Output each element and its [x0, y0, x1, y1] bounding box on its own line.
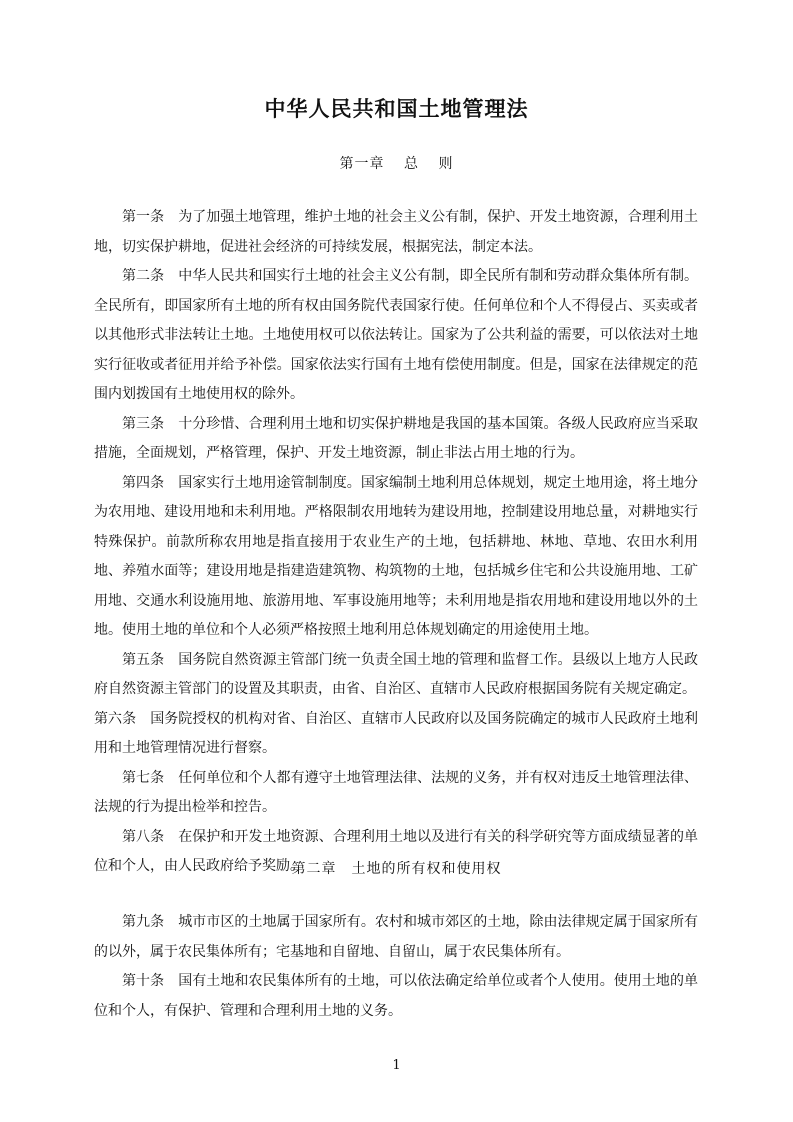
article-4: 第四条 国家实行土地用途管制制度。国家编制土地利用总体规划，规定土地用途，将土地分为农用地、建设用地和未利用地。严格限制农用地转为建设用地，控制建设用地总量，对耕地实行特殊保护。前款所称农用地是指直接用于农业生产的土地，包括耕地、林地、草地、农田水利用地、养殖水面等；建设用地是指建造建筑物、构筑物的土地，包括城乡住宅和公共设施用地、工矿用地、交通水利设施用地、旅游用地、军事设施用地等；未利用地是指农用地和建设用地以外的土地。使用土地的单位和个人必须严格按照土地利用总体规划确定的用途使用土地。 — [94, 474, 698, 638]
article-6: 第六条 国务院授权的机构对省、自治区、直辖市人民政府以及国务院确定的城市人民政府土地利用和土地管理情况进行督察。 — [94, 710, 698, 756]
article-1: 第一条 为了加强土地管理，维护土地的社会主义公有制，保护、开发土地资源，合理利用土地，切实保护耕地，促进社会经济的可持续发展，根据宪法，制定本法。 — [94, 209, 698, 255]
article-9: 第九条 城市市区的土地属于国家所有。农村和城市郊区的土地，除由法律规定属于国家所有的以外，属于农民集体所有；宅基地和自留地、自留山，属于农民集体所有。 — [94, 914, 698, 960]
chapter-heading-1: 第一章 总 则 — [339, 156, 454, 172]
document-title: 中华人民共和国土地管理法 — [264, 97, 529, 121]
article-7: 第七条 任何单位和个人都有遵守土地管理法律、法规的义务，并有权对违反土地管理法律、法规的行为提出检举和控告。 — [94, 769, 698, 815]
article-10: 第十条 国有土地和农民集体所有的土地，可以依法确定给单位或者个人使用。使用土地的单位和个人，有保护、管理和合理利用土地的义务。 — [94, 973, 698, 1019]
article-5: 第五条 国务院自然资源主管部门统一负责全国土地的管理和监督工作。县级以上地方人民政府自然资源主管部门的设置及其职责，由省、自治区、直辖市人民政府根据国务院有关规定确定。 — [94, 651, 698, 697]
chapter-1-body — [94, 203, 698, 882]
chapter-heading-2: 第二章 土地的所有权和使用权 — [291, 861, 502, 877]
chapter-2-body — [94, 908, 698, 1026]
page-number: 1 — [392, 1058, 401, 1073]
article-3: 第三条 十分珍惜、合理利用土地和切实保护耕地是我国的基本国策。各级人民政府应当采取措施，全面规划，严格管理，保护、开发土地资源，制止非法占用土地的行为。 — [94, 415, 698, 461]
article-2: 第二条 中华人民共和国实行土地的社会主义公有制，即全民所有制和劳动群众集体所有制。全民所有，即国家所有土地的所有权由国务院代表国家行使。任何单位和个人不得侵占、买卖或者以其他形式非法转让土地。土地使用权可以依法转让。国家为了公共利益的需要，可以依法对土地实行征收或者征用并给予补偿。国家依法实行国有土地有偿使用制度。但是，国家在法律规定的范围内划拨国有土地使用权的除外。 — [94, 268, 698, 402]
article-8: 第八条 在保护和开发土地资源、合理利用土地以及进行有关的科学研究等方面成绩显著的单位和个人，由人民政府给予奖励。 — [94, 828, 698, 874]
